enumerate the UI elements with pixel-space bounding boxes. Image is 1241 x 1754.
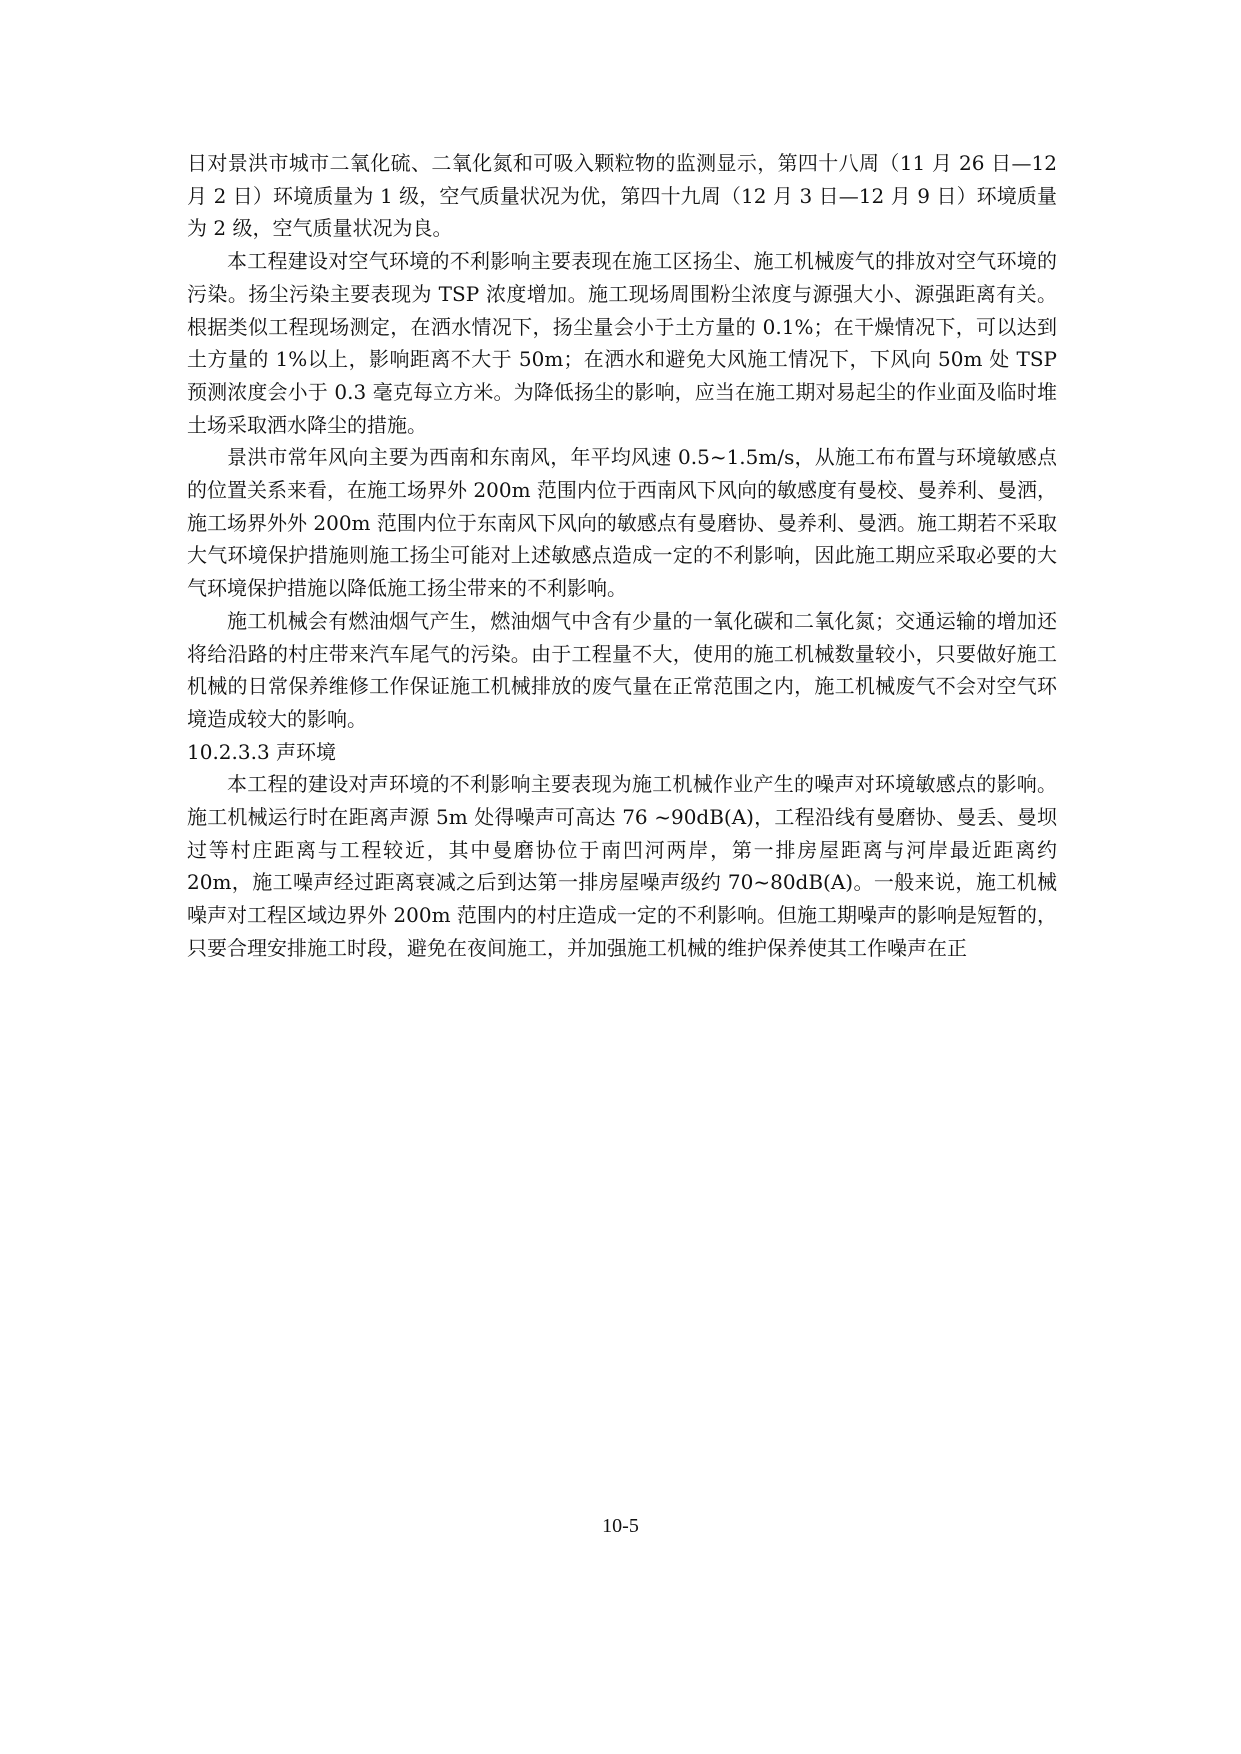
paragraph-dust-impact: 本工程建设对空气环境的不利影响主要表现在施工区扬尘、施工机械废气的排放对空气环境的污染。扬尘污染主要表现为 TSP 浓度增加。施工现场周围粉尘浓度与源强大小、源强距离有关。根据类似工程现场测定，在洒水情况下，扬尘量会小于土方量的 0.1%；在干燥情况下，可以达到土方量的 1%以上，影响距离不大于 50m；在洒水和避免大风施工情况下，下风向 50m 处 TSP 预测浓度会小于 0.3 毫克每立方米。为降低扬尘的影响，应当在施工期对易起尘的作业面及临时堆土场采取洒水降尘的措施。: [187, 249, 1057, 437]
section-heading-acoustic-environment: 10.2.3.3 声环境: [187, 739, 337, 764]
paragraph-machinery-exhaust: 施工机械会有燃油烟气产生，燃油烟气中含有少量的一氧化碳和二氧化氮；交通运输的增加还将给沿路的村庄带来汽车尾气的污染。由于工程量不大，使用的施工机械数量较小，只要做好施工机械的日常保养维修工作保证施工机械排放的废气量在正常范围之内，施工机械废气不会对空气环境造成较大的影响。: [187, 608, 1057, 731]
document-body: [187, 147, 1057, 965]
paragraph-air-quality-monitoring: 日对景洪市城市二氧化硫、二氧化氮和可吸入颗粒物的监测显示，第四十八周（11 月 26 日—12 月 2 日）环境质量为 1 级，空气质量状况为优，第四十九周（12 月 3 日—12 月 9 日）环境质量为 2 级，空气质量状况为良。: [187, 151, 1057, 241]
paragraph-wind-sensitive-points: 景洪市常年风向主要为西南和东南风，年平均风速 0.5~1.5m/s，从施工布布置与环境敏感点的位置关系来看，在施工场界外 200m 范围内位于西南风下风向的敏感度有曼校、曼养利、曼洒，施工场界外外 200m 范围内位于东南风下风向的敏感点有曼磨协、曼养利、曼洒。施工期若不采取大气环境保护措施则施工扬尘可能对上述敏感点造成一定的不利影响，因此施工期应采取必要的大气环境保护措施以降低施工扬尘带来的不利影响。: [187, 445, 1057, 601]
page-number: 10-5: [602, 1515, 639, 1537]
paragraph-noise-impact: 本工程的建设对声环境的不利影响主要表现为施工机械作业产生的噪声对环境敏感点的影响。施工机械运行时在距离声源 5m 处得噪声可高达 76 ~90dB(A)，工程沿线有曼磨协、曼丢、曼坝过等村庄距离与工程较近，其中曼磨协位于南凹河两岸，第一排房屋距离与河岸最近距离约 20m，施工噪声经过距离衰减之后到达第一排房屋噪声级约 70~80dB(A)。一般来说，施工机械噪声对工程区域边界外 200m 范围内的村庄造成一定的不利影响。但施工期噪声的影响是短暂的，只要合理安排施工时段，避免在夜间施工，并加强施工机械的维护保养使其工作噪声在正: [187, 772, 1057, 960]
